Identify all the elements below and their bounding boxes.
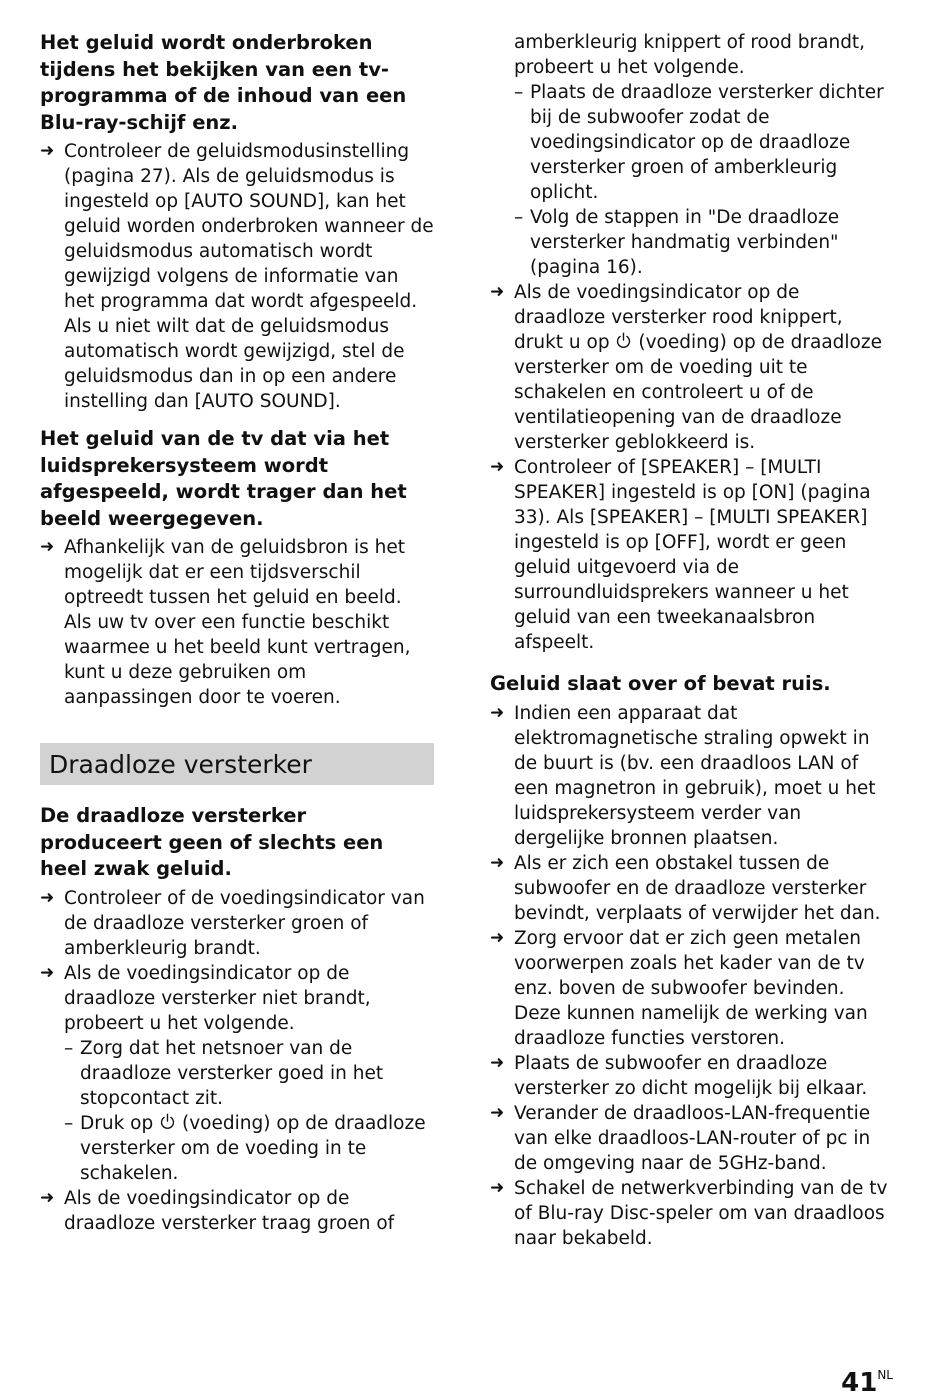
item-text: Schakel de netwerkverbinding van de tv of Blu-ray Disc-speler om van draadloos naar bekabeld. xyxy=(514,1177,888,1249)
list-item xyxy=(490,280,890,455)
heading-sound-skips: Geluid slaat over of bevat ruis. xyxy=(490,672,831,695)
arrow-icon: ➜ xyxy=(490,702,505,723)
item-text: Indien een apparaat dat elektromagnetische straling opwekt in de buurt is (bv. een draadloos LAN of een magnetron in gebruik), moet u het luidsprekersysteem verder van dergelijke bronnen plaatsen. xyxy=(514,702,876,849)
sub-item-text: Plaats de draadloze versterker dichter bij de subwoofer zodat de voedingsindicator op de draadloze versterker groen of amberkleurig oplicht. xyxy=(530,82,884,203)
arrow-icon: ➜ xyxy=(40,887,55,908)
arrow-icon: ➜ xyxy=(490,282,505,302)
item-text: Afhankelijk van de geluidsbron is het mogelijk dat er een tijdsverschil optreedt tussen het geluid en beeld. Als uw tv over een functie beschikt waarmee u het beeld kunt vertragen, kunt u deze gebruiken om aanpassingen door te voeren. xyxy=(64,537,411,708)
item-text: Verander de draadloos-LAN-frequentie van elke draadloos-LAN-router of pc in de omgeving naar de 5GHz-band. xyxy=(514,1102,871,1174)
sub-item xyxy=(514,80,890,205)
arrow-icon: ➜ xyxy=(490,852,505,873)
item-text: Als de voedingsindicator op de draadloze versterker traag groen of xyxy=(64,1187,395,1234)
sub-item-text-pre: Druk op xyxy=(80,1112,154,1134)
dash-marker: – xyxy=(514,207,524,228)
arrow-icon: ➜ xyxy=(490,457,505,477)
list-item xyxy=(40,139,434,414)
arrow-icon: ➜ xyxy=(490,927,505,948)
sub-item xyxy=(514,205,890,280)
list-item xyxy=(40,1186,434,1236)
item-text: Plaats de subwoofer en draadloze versterker zo dicht mogelijk bij elkaar. xyxy=(514,1052,868,1099)
sub-item xyxy=(64,1036,434,1111)
list-item xyxy=(40,961,434,1186)
item-text: amberkleurig knippert of rood brandt, probeert u het volgende. xyxy=(514,32,866,78)
list-item xyxy=(490,701,890,851)
arrow-icon: ➜ xyxy=(40,537,55,557)
list-item xyxy=(490,926,890,1051)
heading-no-sound: De draadloze versterker produceert geen of slechts een heel zwak geluid. xyxy=(40,804,384,880)
sub-item xyxy=(64,1111,434,1186)
dash-marker: – xyxy=(64,1037,74,1059)
arrow-icon: ➜ xyxy=(490,1052,505,1073)
list-item xyxy=(490,1051,890,1101)
heading-sound-delayed: Het geluid van de tv dat via het luidsprekersysteem wordt afgespeeld, wordt trager dan het beeld weergegeven. xyxy=(40,427,407,530)
right-column xyxy=(490,30,890,1251)
arrow-icon: ➜ xyxy=(490,1102,505,1123)
dash-marker: – xyxy=(514,82,524,103)
arrow-icon: ➜ xyxy=(40,141,55,161)
arrow-icon: ➜ xyxy=(40,962,55,983)
item-text-pre: Als de voedingsindicator op de draadloze versterker rood knippert, drukt u op xyxy=(514,282,843,353)
power-icon xyxy=(615,332,632,349)
arrow-icon: ➜ xyxy=(40,1187,55,1208)
item-text: Als de voedingsindicator op de draadloze versterker niet brandt, probeert u het volgende. xyxy=(64,962,371,1034)
list-item xyxy=(40,886,434,961)
section-title: Draadloze versterker xyxy=(49,749,312,779)
language-code: NL xyxy=(877,1368,893,1382)
item-text: Controleer of de voedingsindicator van de draadloze versterker groen of amberkleurig brandt. xyxy=(64,887,425,959)
sub-item-text: Volg de stappen in "De draadloze versterker handmatig verbinden" (pagina 16). xyxy=(530,207,840,278)
list-item xyxy=(40,535,434,710)
sub-item-text-post: (voeding) op de draadloze versterker om de voeding in te schakelen. xyxy=(80,1112,426,1184)
heading-sound-interrupted: Het geluid wordt onderbroken tijdens het bekijken van een tv-programma of de inhoud van een Blu-ray-schijf enz. xyxy=(40,31,407,134)
page-number xyxy=(841,1362,893,1398)
list-item xyxy=(490,851,890,926)
list-item xyxy=(490,1176,890,1251)
item-text-post: (voeding) op de draadloze versterker om de voeding uit te schakelen en controleert u of de ventilatieopening van de draadloze versterker geblokkeerd is. xyxy=(514,332,882,453)
sub-item-text: Zorg dat het netsnoer van de draadloze versterker goed in het stopcontact zit. xyxy=(80,1037,384,1109)
list-item xyxy=(490,1101,890,1176)
list-item xyxy=(490,455,890,655)
item-text: Controleer de geluidsmodusinstelling (pagina 27). Als de geluidsmodus is ingesteld op [AUTO SOUND], kan het geluid worden onderbroken wanneer de geluidsmodus automatisch wordt gewijzigd volgens de informatie van het programma dat wordt afgespeeld. Als u niet wilt dat de geluidsmodus automatisch wordt gewijzigd, stel de geluidsmodus dan in op een andere instelling dan [AUTO SOUND]. xyxy=(64,141,434,412)
item-text: Als er zich een obstakel tussen de subwoofer en de draadloze versterker bevindt, verplaats of verwijder het dan. xyxy=(514,852,881,924)
arrow-icon: ➜ xyxy=(490,1177,505,1198)
list-item-continued xyxy=(490,30,890,280)
item-text: Zorg ervoor dat er zich geen metalen voorwerpen zoals het kader van de tv enz. boven de subwoofer bevinden. Deze kunnen namelijk de werking van draadloze functies verstoren. xyxy=(514,927,868,1049)
power-icon xyxy=(159,1113,176,1130)
dash-marker: – xyxy=(64,1112,74,1134)
item-text: Controleer of [SPEAKER] – [MULTI SPEAKER] ingesteld is op [ON] (pagina 33). Als [SPEAKER] – [MULTI SPEAKER] ingesteld is op [OFF], wordt er geen geluid uitgevoerd via de surroundluidsprekers wanneer u het geluid van een tweekanaalsbron afspeelt. xyxy=(514,457,871,653)
left-column xyxy=(40,30,434,1236)
section-title-bar xyxy=(40,743,434,785)
page-number-value: 41 xyxy=(841,1368,878,1398)
